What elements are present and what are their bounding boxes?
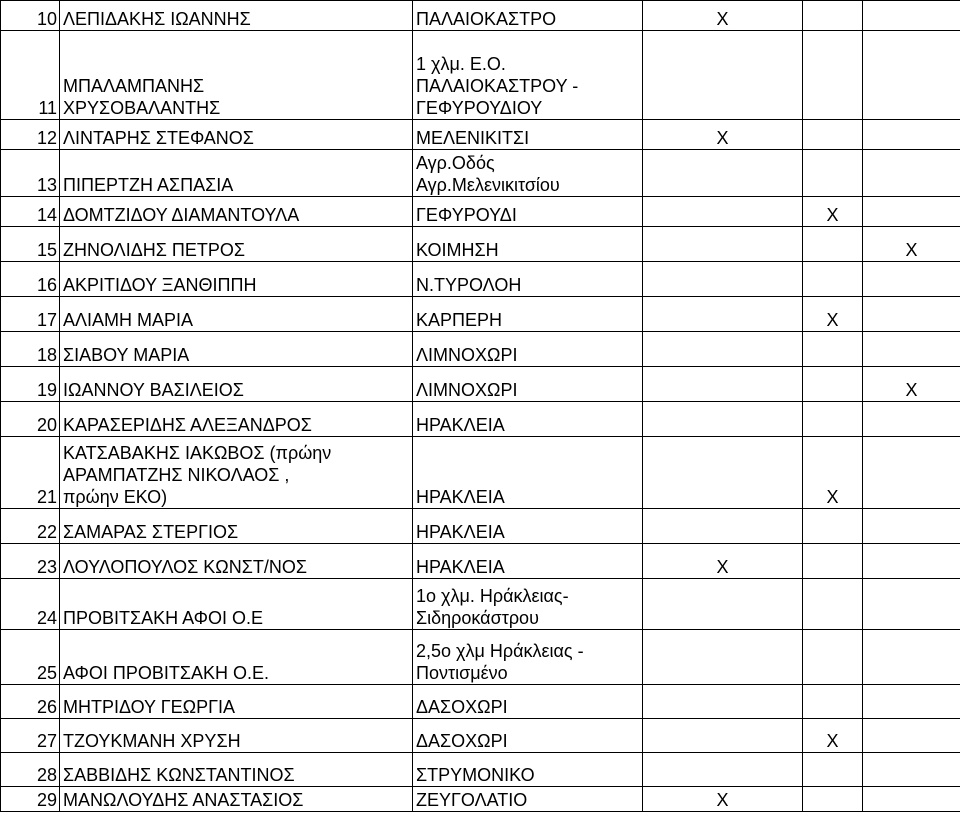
mark-col-5 — [803, 262, 863, 297]
mark-col-4 — [643, 31, 803, 120]
location: ΗΡΑΚΛΕΙΑ — [413, 509, 643, 544]
owner-name: ΤΖΟΥΚΜΑΝΗ ΧΡΥΣΗ — [60, 719, 413, 753]
mark-col-6 — [863, 509, 960, 544]
mark-col-6 — [863, 787, 960, 812]
row-number: 28 — [1, 753, 60, 787]
location: ΗΡΑΚΛΕΙΑ — [413, 437, 643, 509]
mark-col-6 — [863, 31, 960, 120]
mark-col-6 — [863, 437, 960, 509]
owner-name: ΛΕΠΙΔΑΚΗΣ ΙΩΑΝΝΗΣ — [60, 1, 413, 31]
table-row — [1, 227, 960, 262]
location: ΜΕΛΕΝΙΚΙΤΣΙ — [413, 120, 643, 150]
mark-col-4 — [643, 437, 803, 509]
mark-col-4 — [643, 402, 803, 437]
mark-col-4 — [643, 197, 803, 227]
row-number: 19 — [1, 367, 60, 402]
owner-name: ΚΑΡΑΣΕΡΙΔΗΣ ΑΛΕΞΑΝΔΡΟΣ — [60, 402, 413, 437]
row-number: 22 — [1, 509, 60, 544]
location: Αγρ.Οδός Αγρ.Μελενικιτσίου — [413, 150, 643, 197]
mark-col-6 — [863, 262, 960, 297]
mark-col-5: Χ — [803, 437, 863, 509]
location: ΔΑΣΟΧΩΡΙ — [413, 719, 643, 753]
location: ΖΕΥΓΟΛΑΤΙΟ — [413, 787, 643, 812]
location: ΗΡΑΚΛΕΙΑ — [413, 544, 643, 579]
mark-col-5 — [803, 31, 863, 120]
owner-name: ΣΑΜΑΡΑΣ ΣΤΕΡΓΙΟΣ — [60, 509, 413, 544]
row-number: 14 — [1, 197, 60, 227]
mark-col-6 — [863, 197, 960, 227]
mark-col-6 — [863, 544, 960, 579]
owner-name: ΣΑΒΒΙΔΗΣ ΚΩΝΣΤΑΝΤΙΝΟΣ — [60, 753, 413, 787]
mark-col-5 — [803, 579, 863, 630]
row-number: 17 — [1, 297, 60, 332]
owner-name: ΛΙΝΤΑΡΗΣ ΣΤΕΦΑΝΟΣ — [60, 120, 413, 150]
table-row — [1, 1, 960, 31]
table-body — [1, 1, 960, 812]
row-number: 29 — [1, 787, 60, 812]
mark-col-4: Χ — [643, 544, 803, 579]
table-row — [1, 719, 960, 753]
mark-col-6 — [863, 719, 960, 753]
mark-col-6 — [863, 402, 960, 437]
table-row — [1, 753, 960, 787]
location: ΗΡΑΚΛΕΙΑ — [413, 402, 643, 437]
location: ΠΑΛΑΙΟΚΑΣΤΡΟ — [413, 1, 643, 31]
mark-col-6: Χ — [863, 367, 960, 402]
owner-name: ΜΗΤΡΙΔΟΥ ΓΕΩΡΓΙΑ — [60, 685, 413, 719]
table-row — [1, 197, 960, 227]
mark-col-6 — [863, 1, 960, 31]
row-number: 11 — [1, 31, 60, 120]
mark-col-5 — [803, 685, 863, 719]
owner-name: ΣΙΑΒΟΥ ΜΑΡΙΑ — [60, 332, 413, 367]
row-number: 10 — [1, 1, 60, 31]
table-row — [1, 787, 960, 812]
owner-name: ΑΦΟΙ ΠΡΟΒΙΤΣΑΚΗ Ο.Ε. — [60, 630, 413, 685]
mark-col-4 — [643, 685, 803, 719]
location: 2,5ο χλμ Ηράκλειας - Ποντισμένο — [413, 630, 643, 685]
owner-name: ΖΗΝΟΛΙΔΗΣ ΠΕΤΡΟΣ — [60, 227, 413, 262]
table-row — [1, 579, 960, 630]
mark-col-6 — [863, 630, 960, 685]
mark-col-4: Χ — [643, 120, 803, 150]
mark-col-5 — [803, 120, 863, 150]
location: 1 χλμ. Ε.Ο. ΠΑΛΑΙΟΚΑΣΤΡΟΥ - ΓΕΦΥΡΟΥΔΙΟΥ — [413, 31, 643, 120]
mark-col-4 — [643, 719, 803, 753]
location: Ν.ΤΥΡΟΛΟΗ — [413, 262, 643, 297]
table-row — [1, 509, 960, 544]
mark-col-5 — [803, 544, 863, 579]
row-number: 20 — [1, 402, 60, 437]
owner-name: ΜΑΝΩΛΟΥΔΗΣ ΑΝΑΣΤΑΣΙΟΣ — [60, 787, 413, 812]
mark-col-6 — [863, 150, 960, 197]
table-row — [1, 150, 960, 197]
mark-col-5: Χ — [803, 297, 863, 332]
mark-col-6 — [863, 120, 960, 150]
mark-col-5 — [803, 367, 863, 402]
table-row — [1, 402, 960, 437]
row-number: 25 — [1, 630, 60, 685]
location: ΛΙΜΝΟΧΩΡΙ — [413, 367, 643, 402]
owner-name: ΑΛΙΑΜΗ ΜΑΡΙΑ — [60, 297, 413, 332]
location: ΚΑΡΠΕΡΗ — [413, 297, 643, 332]
mark-col-4 — [643, 630, 803, 685]
table-row — [1, 31, 960, 120]
owner-name: ΛΟΥΛΟΠΟΥΛΟΣ ΚΩΝΣΤ/ΝΟΣ — [60, 544, 413, 579]
owner-name: ΜΠΑΛΑΜΠΑΝΗΣ ΧΡΥΣΟΒΑΛΑΝΤΗΣ — [60, 31, 413, 120]
location: ΓΕΦΥΡΟΥΔΙ — [413, 197, 643, 227]
table-row — [1, 367, 960, 402]
mark-col-4 — [643, 509, 803, 544]
table-row — [1, 630, 960, 685]
mark-col-6 — [863, 297, 960, 332]
location: ΚΟΙΜΗΣΗ — [413, 227, 643, 262]
mark-col-4: Χ — [643, 787, 803, 812]
row-number: 21 — [1, 437, 60, 509]
row-number: 13 — [1, 150, 60, 197]
mark-col-5 — [803, 509, 863, 544]
row-number: 26 — [1, 685, 60, 719]
mark-col-4 — [643, 150, 803, 197]
row-number: 27 — [1, 719, 60, 753]
mark-col-4 — [643, 227, 803, 262]
owner-name: ΠΙΠΕΡΤΖΗ ΑΣΠΑΣΙΑ — [60, 150, 413, 197]
row-number: 18 — [1, 332, 60, 367]
owner-name: ΠΡΟΒΙΤΣΑΚΗ ΑΦΟΙ Ο.Ε — [60, 579, 413, 630]
location: ΣΤΡΥΜΟΝΙΚΟ — [413, 753, 643, 787]
row-number: 15 — [1, 227, 60, 262]
mark-col-5 — [803, 332, 863, 367]
mark-col-5 — [803, 402, 863, 437]
mark-col-5 — [803, 787, 863, 812]
row-number: 24 — [1, 579, 60, 630]
mark-col-4 — [643, 332, 803, 367]
table-row — [1, 544, 960, 579]
table-row — [1, 297, 960, 332]
location: ΛΙΜΝΟΧΩΡΙ — [413, 332, 643, 367]
table-row — [1, 332, 960, 367]
mark-col-6: Χ — [863, 227, 960, 262]
owner-name: ΚΑΤΣΑΒΑΚΗΣ ΙΑΚΩΒΟΣ (πρώην ΑΡΑΜΠΑΤΖΗΣ ΝΙΚΟΛΑΟΣ , πρώην ΕΚΟ) — [60, 437, 413, 509]
owner-name: ΑΚΡΙΤΙΔΟΥ ΞΑΝΘΙΠΠΗ — [60, 262, 413, 297]
table-row — [1, 437, 960, 509]
table-row — [1, 120, 960, 150]
row-number: 23 — [1, 544, 60, 579]
mark-col-4 — [643, 262, 803, 297]
mark-col-5 — [803, 753, 863, 787]
mark-col-5 — [803, 630, 863, 685]
mark-col-4 — [643, 753, 803, 787]
mark-col-5 — [803, 227, 863, 262]
table-row — [1, 685, 960, 719]
location: ΔΑΣΟΧΩΡΙ — [413, 685, 643, 719]
mark-col-5 — [803, 150, 863, 197]
location: 1ο χλμ. Ηράκλειας- Σιδηροκάστρου — [413, 579, 643, 630]
mark-col-5 — [803, 1, 863, 31]
mark-col-5: Χ — [803, 197, 863, 227]
row-number: 16 — [1, 262, 60, 297]
mark-col-4 — [643, 367, 803, 402]
owner-name: ΙΩΑΝΝΟΥ ΒΑΣΙΛΕΙΟΣ — [60, 367, 413, 402]
mark-col-4 — [643, 579, 803, 630]
owner-name: ΔΟΜΤΖΙΔΟΥ ΔΙΑΜΑΝΤΟΥΛΑ — [60, 197, 413, 227]
mark-col-6 — [863, 332, 960, 367]
mark-col-5: Χ — [803, 719, 863, 753]
mark-col-6 — [863, 753, 960, 787]
mark-col-4 — [643, 297, 803, 332]
table-row — [1, 262, 960, 297]
mark-col-6 — [863, 579, 960, 630]
mark-col-4: Χ — [643, 1, 803, 31]
row-number: 12 — [1, 120, 60, 150]
mark-col-6 — [863, 685, 960, 719]
